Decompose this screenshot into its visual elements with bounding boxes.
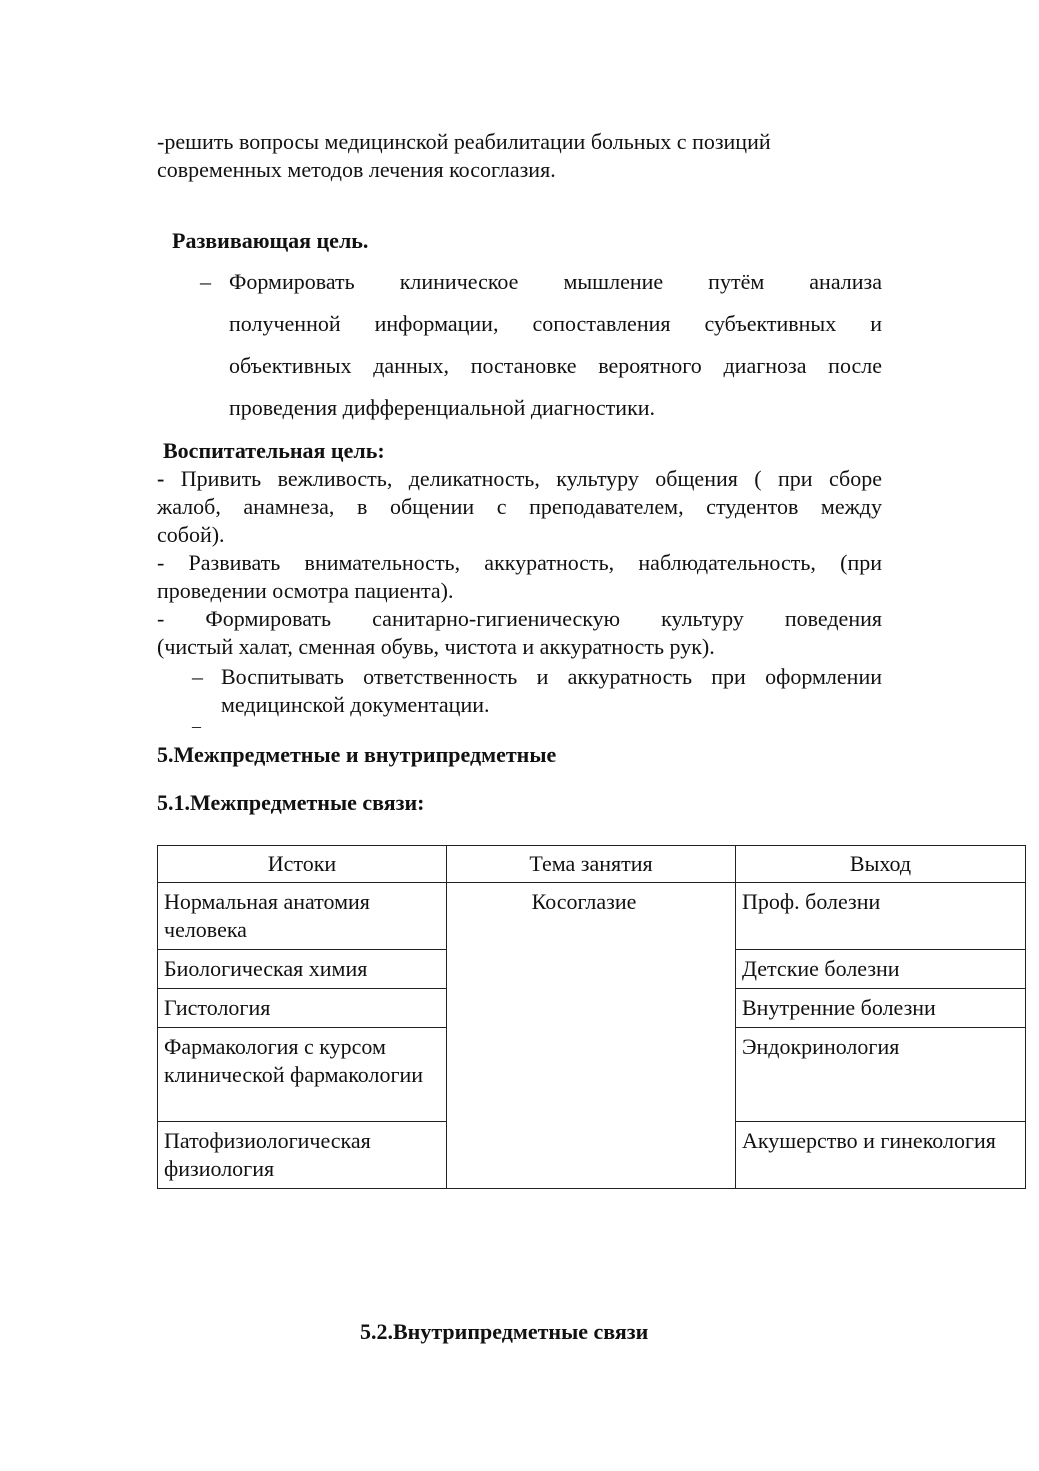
developing-bullet-dash: – <box>200 269 211 294</box>
interdisciplinary-links-table <box>157 845 1026 1189</box>
developing-line-1: Формировать клиническое мышление путём анализа <box>229 269 882 294</box>
header-topic: Тема занятия <box>447 846 736 883</box>
topic-cell: Косоглазие <box>447 883 736 1189</box>
intro-line-1: -решить вопросы медицинской реабилитации больных с позиций <box>157 129 771 154</box>
output-cell: Детские болезни <box>736 950 1026 989</box>
educational-item-4-dash: – <box>192 664 203 689</box>
output-cell: Акушерство и гинекология <box>736 1122 1026 1189</box>
educational-item-1-dash: - <box>157 466 165 491</box>
educational-item-4-line-1: Воспитывать ответственность и аккуратность при оформлении <box>221 664 882 689</box>
header-output: Выход <box>736 846 1026 883</box>
educational-item-4 <box>221 663 882 719</box>
section-5-title: 5.Межпредметные и внутрипредметные <box>157 742 557 767</box>
table-header-row <box>158 846 1026 883</box>
educational-item-1-line-2: жалоб, анамнеза, в общении с преподавателем, студентов между <box>157 494 882 519</box>
educational-empty-dash: – <box>192 716 201 736</box>
educational-goal-heading: Воспитательная цель: <box>163 438 385 463</box>
educational-item-1-line-1: Привить вежливость, деликатность, культуру общения ( при сборе <box>180 466 882 491</box>
educational-item-2-line-2: проведении осмотра пациента). <box>157 578 454 603</box>
source-cell: Патофизиологическая физиология <box>158 1122 447 1189</box>
header-sources: Истоки <box>158 846 447 883</box>
table-row <box>158 883 1026 950</box>
educational-item-1-line-3: собой). <box>157 522 225 547</box>
intro-line-2: современных методов лечения косоглазия. <box>157 157 556 182</box>
developing-line-4: проведения дифференциальной диагностики. <box>229 395 656 420</box>
developing-line-2: полученной информации, сопоставления субъективных и <box>229 311 882 336</box>
educational-item-3-line-2: (чистый халат, сменная обувь, чистота и аккуратность рук). <box>157 634 715 659</box>
educational-item-2 <box>157 549 882 605</box>
source-cell: Биологическая химия <box>158 950 447 989</box>
educational-item-2-line-1: - Развивать внимательность, аккуратность, наблюдательность, (при <box>157 550 882 575</box>
output-cell: Внутренние болезни <box>736 989 1026 1028</box>
educational-item-3-line-1: - Формировать санитарно-гигиеническую культуру поведения <box>157 606 882 631</box>
educational-item-3 <box>157 605 882 661</box>
source-cell: Гистология <box>158 989 447 1028</box>
section-5-1-title: 5.1.Межпредметные связи: <box>157 790 425 815</box>
source-cell: Нормальная анатомия человека <box>158 883 447 950</box>
developing-line-3: объективных данных, постановке вероятного диагноза после <box>229 353 882 378</box>
source-cell: Фармакология с курсом клинической фармакологии <box>158 1028 447 1122</box>
section-5-2-title: 5.2.Внутрипредметные связи <box>360 1319 649 1344</box>
educational-item-4-line-2: медицинской документации. <box>221 692 490 717</box>
output-cell: Эндокринология <box>736 1028 1026 1122</box>
developing-goal-heading: Развивающая цель. <box>172 228 369 253</box>
educational-item-1 <box>157 465 882 549</box>
output-cell: Проф. болезни <box>736 883 1026 950</box>
